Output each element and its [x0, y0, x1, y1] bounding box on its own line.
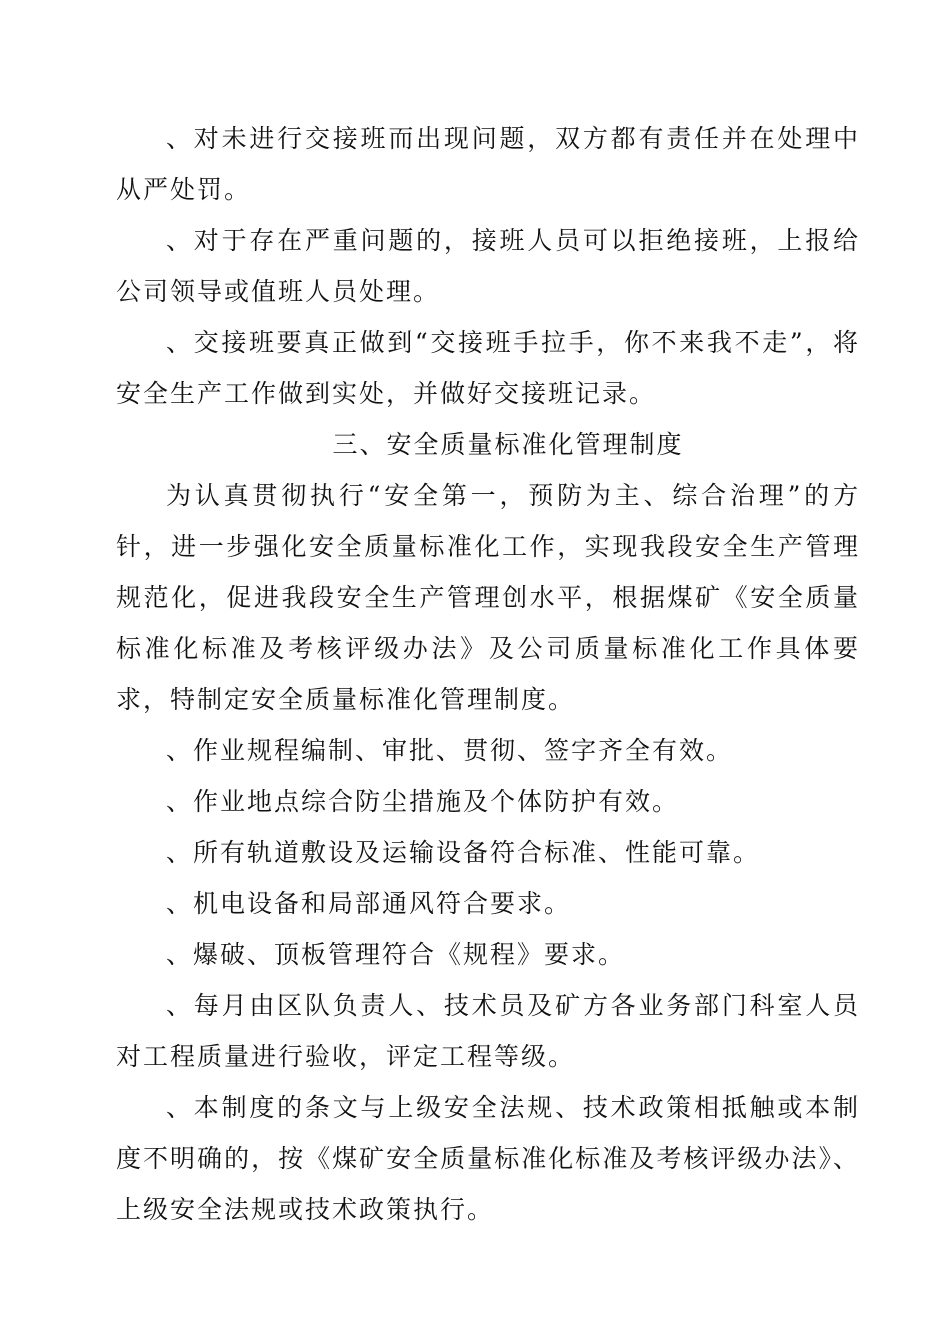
handover-item-2: 、对于存在严重问题的，接班人员可以拒绝接班，上报给公司领导或值班人员处理。 [116, 226, 860, 306]
standard-item-5: 、爆破、顶板管理符合《规程》要求。 [166, 940, 626, 969]
standard-item-4: 、机电设备和局部通风符合要求。 [166, 889, 572, 918]
document-body [116, 113, 860, 1235]
standard-item-7: 、本制度的条文与上级安全法规、技术政策相抵触或本制度不明确的，按《煤矿安全质量标准化标准及考核评级办法》、上级安全法规或技术政策执行。 [116, 1093, 860, 1224]
standard-item-3: 、所有轨道敷设及运输设备符合标准、性能可靠。 [166, 838, 761, 867]
handover-item-1: 、对未进行交接班而出现问题，双方都有责任并在处理中从严处罚。 [116, 124, 860, 204]
standard-item-2: 、作业地点综合防尘措施及个体防护有效。 [166, 787, 680, 816]
handover-item-3: 、交接班要真正做到“交接班手拉手，你不来我不走”，将安全生产工作做到实处，并做好交接班记录。 [116, 328, 860, 408]
section-intro-paragraph: 为认真贯彻执行“安全第一，预防为主、综合治理”的方针，进一步强化安全质量标准化工作，实现我段安全生产管理规范化，促进我段安全生产管理创水平，根据煤矿《安全质量标准化标准及考核评级办法》及公司质量标准化工作具体要求，特制定安全质量标准化管理制度。 [116, 481, 860, 714]
standard-item-1: 、作业规程编制、审批、贯彻、签字齐全有效。 [166, 736, 734, 765]
section-heading: 三、安全质量标准化管理制度 [332, 430, 684, 459]
standard-item-6: 、每月由区队负责人、技术员及矿方各业务部门科室人员对工程质量进行验收，评定工程等级。 [116, 991, 860, 1071]
